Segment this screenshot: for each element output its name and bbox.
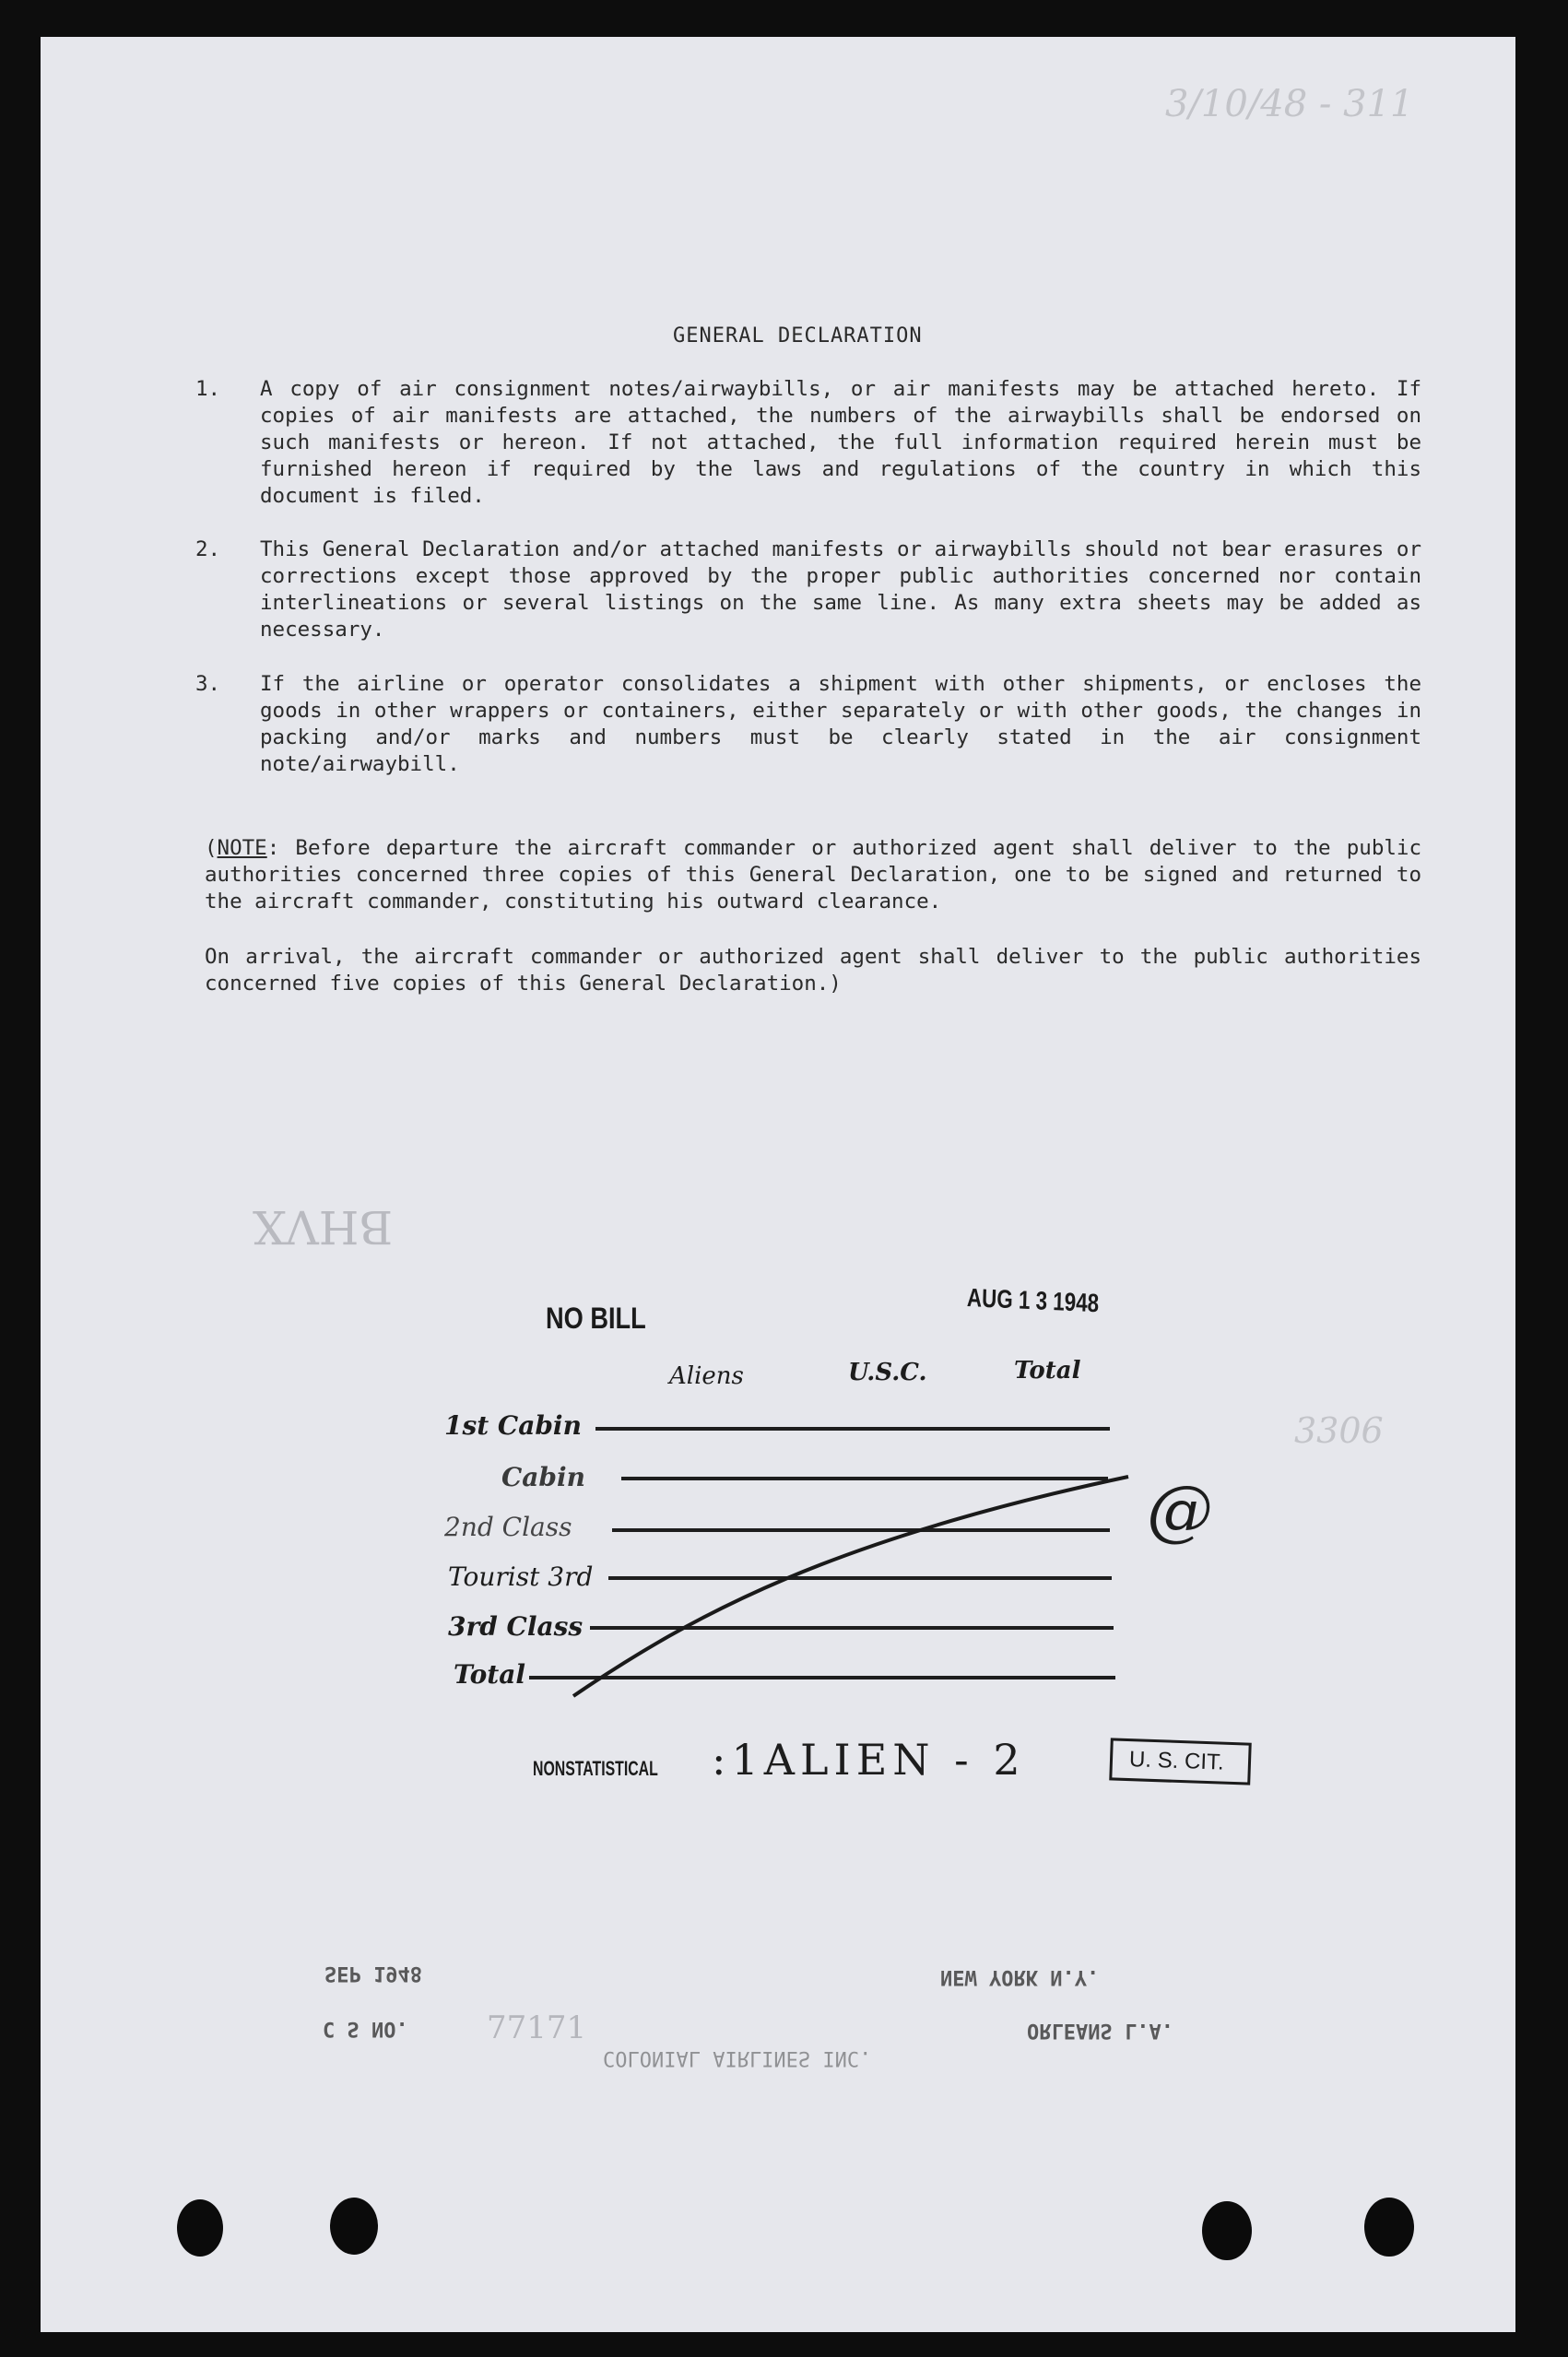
document-page — [41, 37, 1515, 2332]
row-label-2nd-class: 2nd Class — [444, 1512, 572, 1542]
punch-hole — [1202, 2201, 1252, 2260]
cancel-stroke — [557, 1466, 1147, 1715]
date-stamp: AUG 1 3 1948 — [966, 1283, 1100, 1318]
row-label-1st-cabin: 1st Cabin — [444, 1410, 582, 1441]
faint-stamp-airline: COLONIAL AIRLINES INC. — [603, 2046, 872, 2069]
faint-stamp-city: NEW YORK N.Y. — [940, 1965, 1100, 1988]
arrival-note: On arrival, the aircraft commander or authorized agent shall deliver to the public authorities concerned five copies of this General Declaration.) — [205, 945, 1421, 996]
faint-stamp-cs-no: C S NO. — [323, 2017, 408, 2040]
item-number: 1. — [195, 377, 221, 401]
top-right-pencil-note: 3/10/48 - 311 — [1165, 83, 1414, 125]
right-pencil-note: 3306 — [1294, 1410, 1384, 1451]
note-text: : Before departure the aircraft commander or authorized agent shall deliver to the public authorities concerned three copies of this General Declaration, one to be signed and returned to the aircraft commander, constituting his outward clearance. — [205, 836, 1421, 913]
punch-hole — [330, 2198, 378, 2255]
item-number: 3. — [195, 672, 221, 696]
row-label-cabin: Cabin — [501, 1462, 585, 1492]
faint-handwritten-number: 77171 — [487, 2009, 587, 2046]
declaration-item-2 — [195, 536, 1421, 643]
left-pencil-note: BHVX — [253, 1200, 394, 1254]
column-header-usc: U.S.C. — [848, 1359, 927, 1386]
row-rule — [595, 1427, 1110, 1431]
row-label-total: Total — [454, 1659, 526, 1690]
row-label-3rd-class: 3rd Class — [448, 1611, 584, 1642]
nonstatistical-stamp: NONSTATISTICAL — [533, 1757, 658, 1780]
punch-hole — [1364, 2198, 1414, 2257]
no-bill-stamp: NO BILL — [546, 1302, 646, 1335]
faint-stamp-orleans: ORLEANS L.A. — [1027, 2019, 1173, 2042]
item-number: 2. — [195, 537, 221, 561]
departure-note — [205, 835, 1421, 915]
circled-mark: @ — [1147, 1471, 1213, 1549]
column-header-total: Total — [1014, 1357, 1081, 1385]
note-label: NOTE — [217, 836, 267, 860]
declaration-item-1 — [195, 376, 1421, 510]
note-open: ( — [205, 836, 218, 860]
punch-hole — [177, 2199, 223, 2257]
declaration-item-3 — [195, 671, 1421, 778]
document-title: GENERAL DECLARATION — [673, 324, 923, 348]
item-text: If the airline or operator consolidates a shipment with other shipments, or encloses the goods in other wrappers or containers, either separately or with other goods, the changes in packing and/or marks and numbers must be clearly stated in the air consignment note/airwaybill. — [260, 672, 1421, 776]
faint-stamp-date: SEP 1948 — [324, 1962, 422, 1985]
item-text: A copy of air consignment notes/airwaybills, or air manifests may be attached hereto. If copies of air manifests are attached, the numbers of the airwaybills shall be endorsed on such manifests or hereon. If not attached, the full information required herein must be furnished hereon if required by the laws and regulations of the country in which this document is filed. — [260, 377, 1421, 508]
us-cit-stamp: U. S. CIT. — [1109, 1738, 1251, 1785]
column-header-aliens: Aliens — [669, 1362, 744, 1390]
item-text: This General Declaration and/or attached manifests or airwaybills should not bear erasures or corrections except those approved by the proper public authorities concerned nor contain interlineations or several listings on the same line. As many extra sheets may be added as necessary. — [260, 537, 1421, 642]
row-label-tourist-3rd: Tourist 3rd — [448, 1562, 594, 1592]
handwritten-alien-count: :1ALIEN - 2 — [712, 1735, 1026, 1785]
